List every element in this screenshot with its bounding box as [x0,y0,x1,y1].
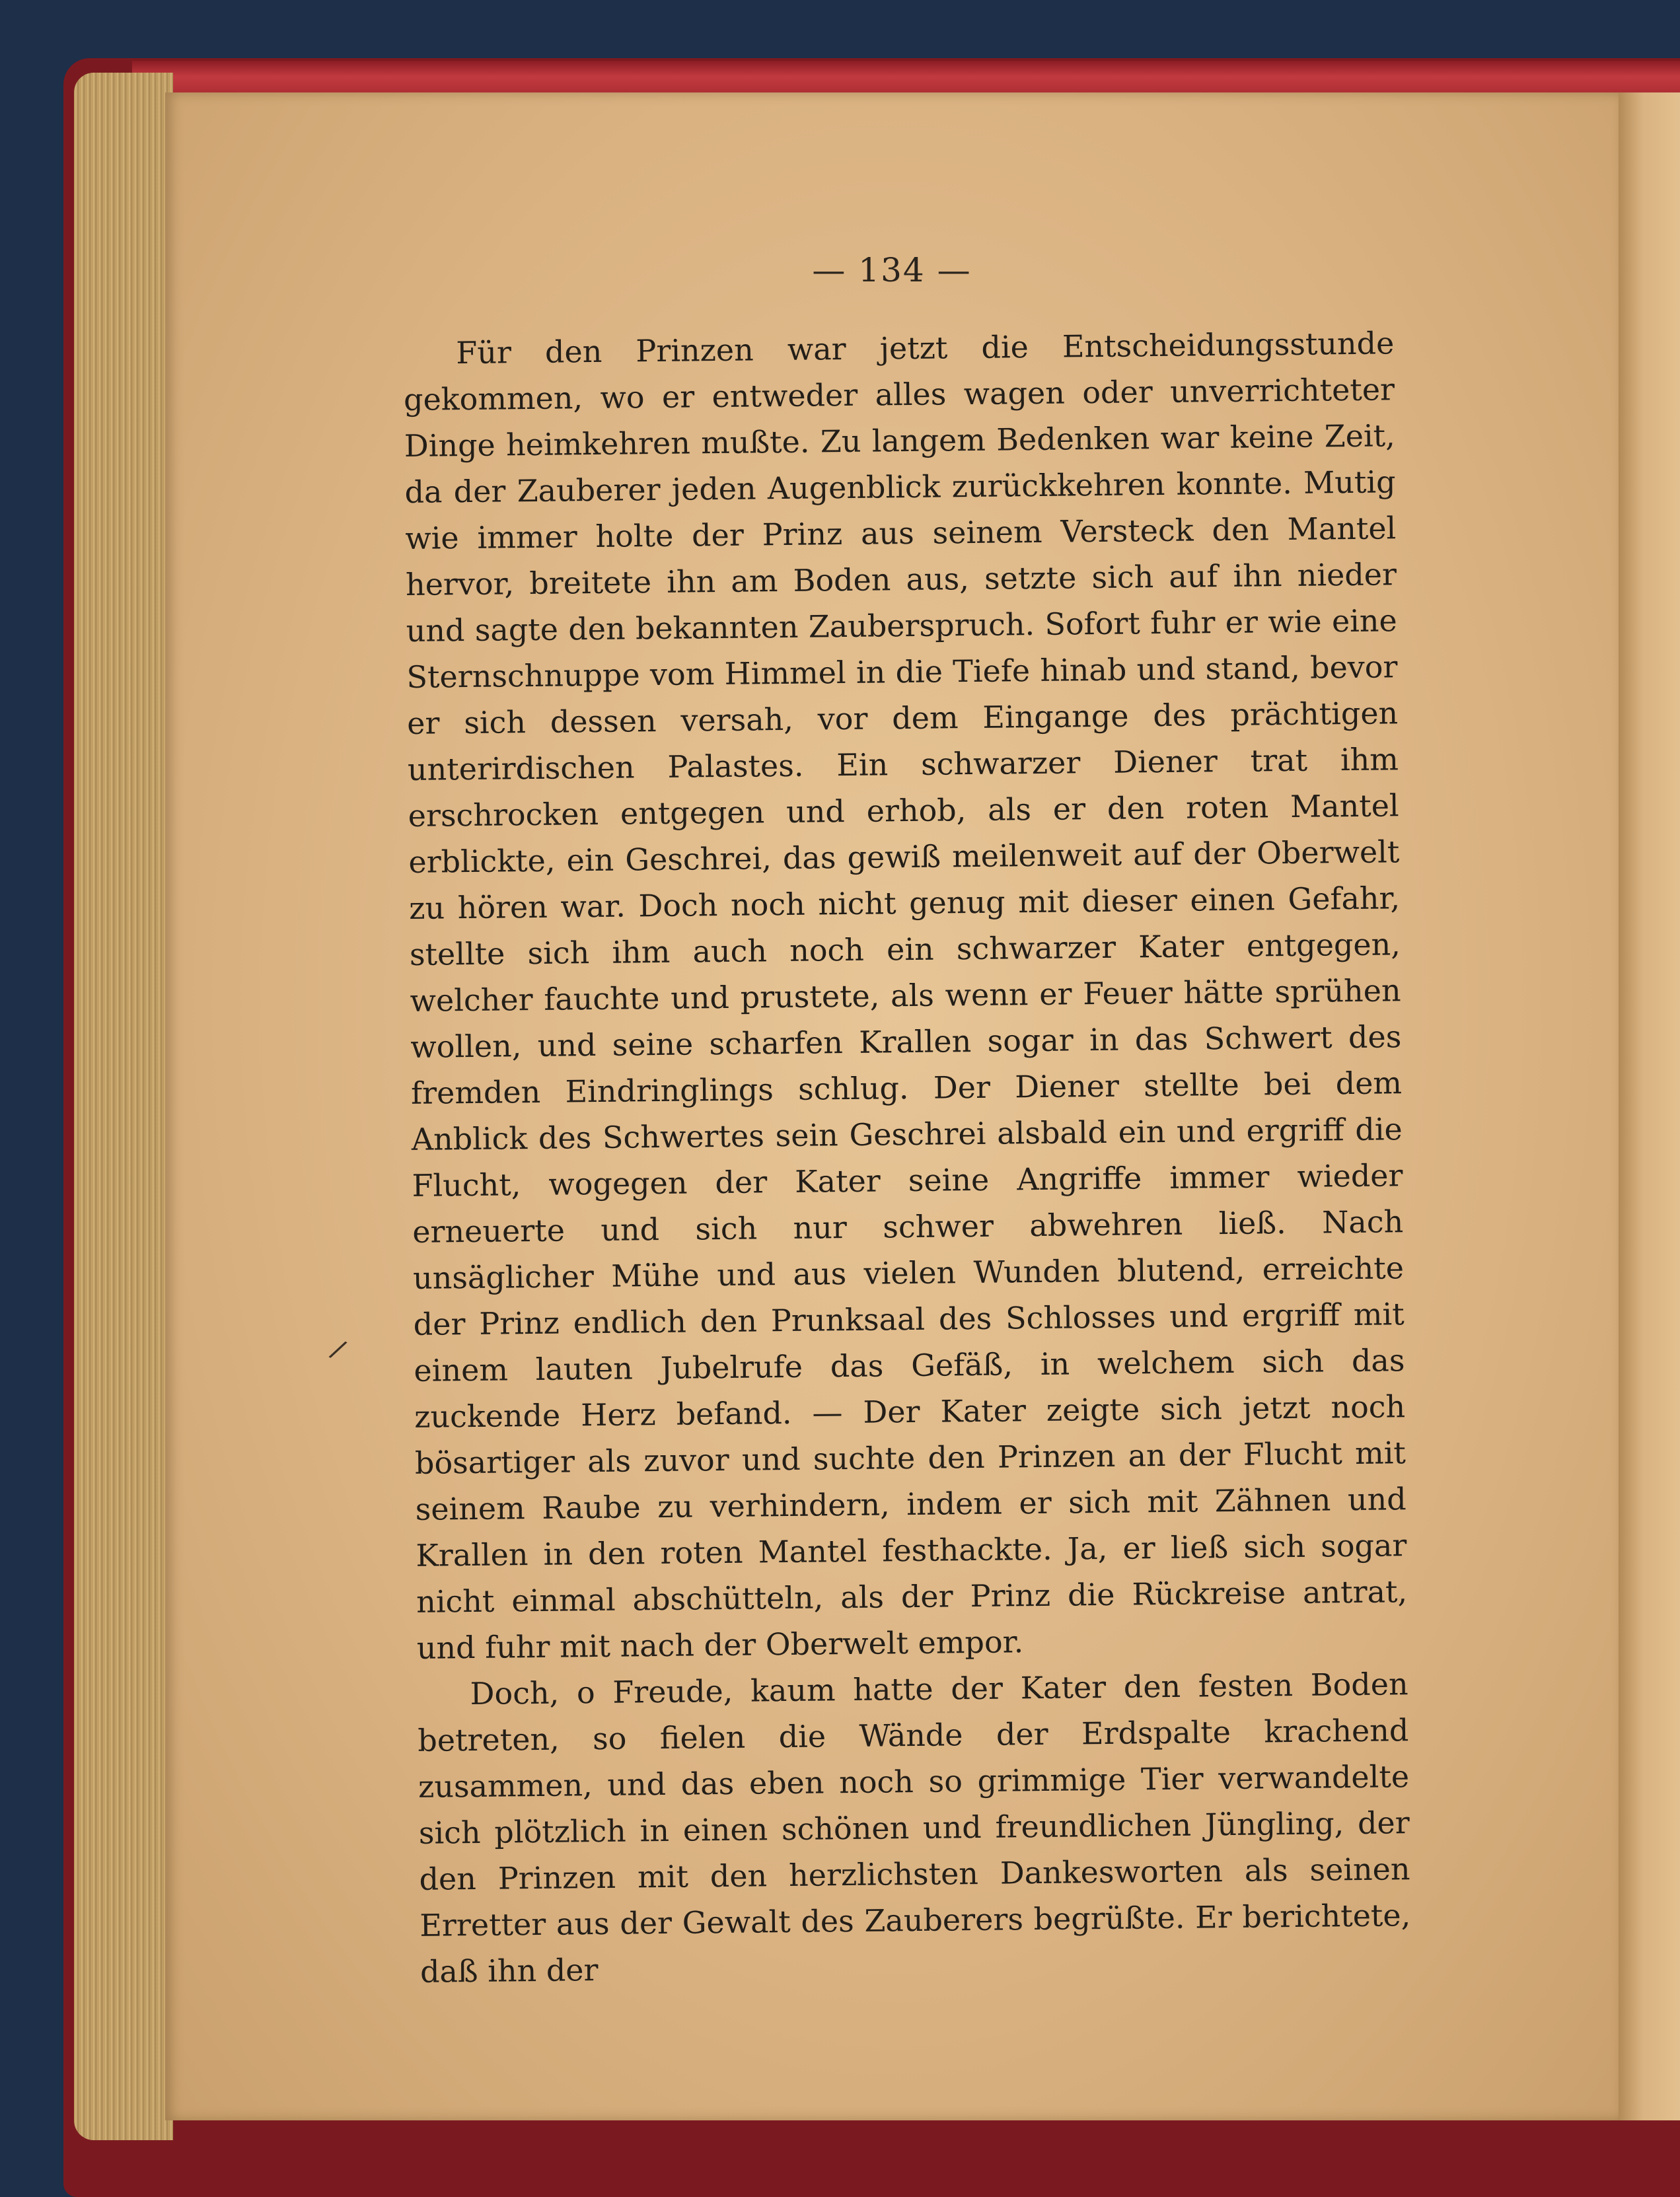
paragraph-1: Für den Prinzen war jetzt die Entscheidungsstunde gekommen, wo er entweder alles wagen oder unverrichteter Dinge heimkehren mußte. Zu langem Bedenken war keine Zeit, da der Zauberer jeden Augenblick zurückkehren konnte. Mutig wie immer holte der Prinz aus seinem Versteck den Mantel hervor, breitete ihn am Boden aus, setzte sich auf ihn nieder und sagte den bekannten Zauberspruch. Sofort fuhr er wie eine Sternschnuppe vom Himmel in die Tiefe hinab und stand, bevor er sich dessen versah, vor dem Eingange des prächtigen unterirdischen Palastes. Ein schwarzer Diener trat ihm erschrocken entgegen und erhob, als er den roten Mantel erblickte, ein Geschrei, das gewiß meilenweit auf der Oberwelt zu hören war. Doch noch nicht genug mit dieser einen Gefahr, stellte sich ihm auch noch ein schwarzer Kater entgegen, welcher fauchte und prustete, als wenn er Feuer hätte sprühen wollen, und seine scharfen Krallen sogar in das Schwert des fremden Eindringlings schlug. Der Diener stellte bei dem Anblick des Schwertes sein Geschrei alsbald ein und ergriff die Flucht, wogegen der Kater seine Angriffe immer wieder erneuerte und sich nur schwer abwehren ließ. Nach unsäglicher Mühe und aus vielen Wunden blutend, erreichte der Prinz endlich den Prunksaal des Schlosses und ergriff mit einem lauten Jubelrufe das Gefäß, in welchem sich das zuckende Herz befand. — Der Kater zeigte sich jetzt noch bösartiger als zuvor und suchte den Prinzen an der Flucht mit seinem Raube zu verhindern, indem er sich mit Zähnen und Krallen in den roten Mantel festhackte. Ja, er ließ sich sogar nicht einmal abschütteln, als der Prinz die Rückreise antrat, und fuhr mit nach der Oberwelt empor. [403,325,1408,1666]
page-stack-edges [74,73,173,2140]
margin-pencil-mark: / [326,1334,350,1365]
body-text [403,320,1411,1995]
book-gutter [1619,92,1680,2120]
paragraph-2: Doch, o Freude, kaum hatte der Kater den festen Boden betreten, so fielen die Wände der Erdspalte krachend zusammen, und das eben noch so grimmige Tier verwandelte sich plötzlich in einen schönen und freundlichen Jüngling, der den Prinzen mit den herzlichsten Dankesworten als seinen Erretter aus der Gewalt des Zauberers begrüßte. Er berichtete, daß ihn der [418,1666,1411,1990]
page-number: — 134 — [812,251,972,289]
